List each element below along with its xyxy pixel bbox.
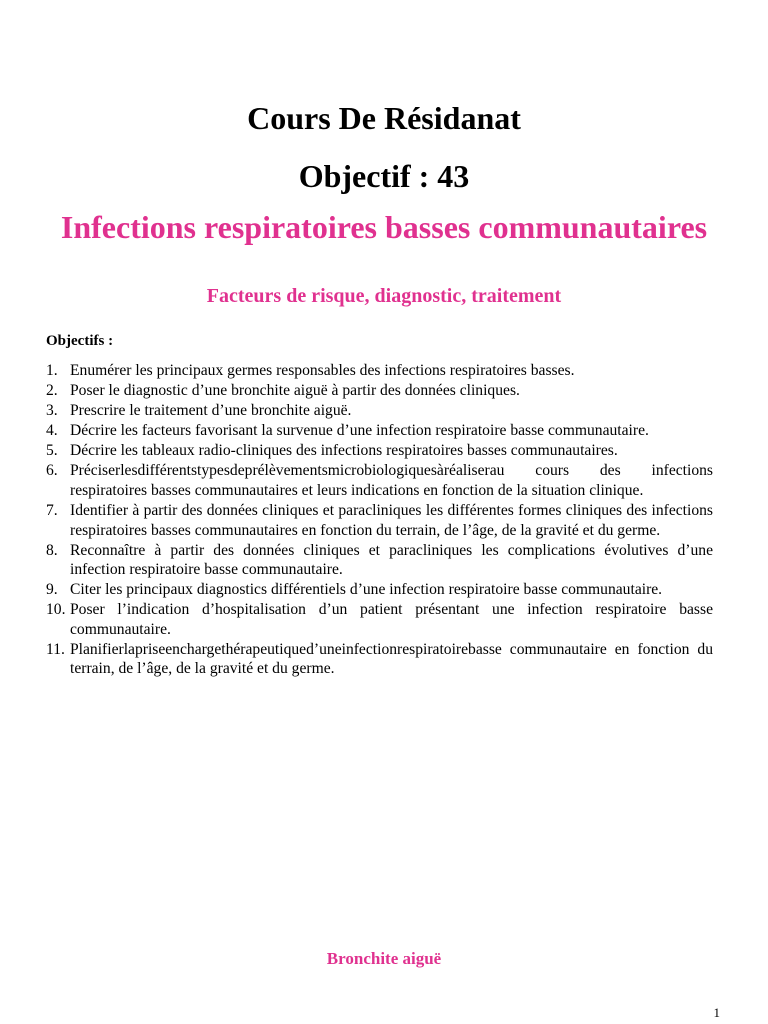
objective-item: [46, 401, 713, 421]
topic-title: Infections respiratoires basses communautaires: [60, 209, 708, 245]
objective-item: [46, 501, 713, 540]
objective-item: [46, 361, 713, 381]
objectives-heading: Objectifs :: [46, 333, 114, 349]
course-title: Cours De Résidanat: [247, 100, 521, 136]
objective-text: Poser le diagnostic d’une bronchite aiguë à partir des données cliniques.: [70, 382, 520, 400]
objective-text: Identifier à partir des données cliniques et paracliniques les différentes formes cliniques des infections respiratoires basses communautaires en fonction du terrain, de l’âge, de la gravité et du germe.: [70, 502, 713, 539]
objective-text: Reconnaître à partir des données cliniques et paracliniques les complications évolutives d’une infection respiratoire basse communautaire.: [70, 541, 713, 579]
objective-number-label: 10.: [46, 601, 66, 619]
objective-number-label: 4.: [46, 422, 58, 440]
objective-text: Décrire les tableaux radio-cliniques des infections respiratoires basses communautaires.: [70, 442, 618, 460]
objective-number-label: 5.: [46, 442, 58, 460]
objective-text: Décrire les facteurs favorisant la survenue d’une infection respiratoire basse communautaire.: [70, 422, 649, 440]
objective-text: Citer les principaux diagnostics différentiels d’une infection respiratoire basse communautaire.: [70, 581, 663, 599]
objective-item: [46, 541, 713, 580]
objective-number-label: 9.: [46, 581, 58, 599]
objective-item: [46, 441, 713, 461]
page-number: 1: [713, 1005, 720, 1020]
objective-number-label: 7.: [46, 502, 58, 520]
objective-text: Enumérer les principaux germes responsables des infections respiratoires basses.: [70, 362, 575, 379]
section-heading: Bronchite aiguë: [326, 949, 442, 968]
objective-item: [46, 421, 713, 441]
objective-text: Préciserlesdifférentstypesdeprélèvementsmicrobiologiquesàréaliserau cours des infections respiratoires basses communautaires et leurs indications en fonction de la situation clinique.: [70, 462, 713, 499]
objective-number-label: 2.: [46, 382, 58, 400]
objective-number-label: 8.: [46, 541, 58, 559]
objective-item: [46, 461, 713, 500]
objective-item: [46, 580, 713, 600]
objective-number: Objectif : 43: [298, 158, 470, 194]
objective-number-label: 11.: [46, 640, 65, 658]
objective-number-label: 3.: [46, 402, 58, 420]
objective-item: [46, 381, 713, 401]
objective-item: [46, 600, 713, 639]
objective-text: Planifierlapriseenchargethérapeutiqued’uneinfectionrespiratoirebasse communautaire en fonction du terrain, de l’âge, de la gravité et du germe.: [70, 640, 713, 678]
objective-text: Prescrire le traitement d’une bronchite aiguë.: [70, 402, 352, 420]
topic-subtitle: Facteurs de risque, diagnostic, traitement: [206, 285, 562, 307]
objective-number-label: 6.: [46, 462, 58, 480]
objective-item: [46, 640, 713, 679]
objectives-list: [46, 361, 713, 680]
objective-text: Poser l’indication d’hospitalisation d’un patient présentant une infection respiratoire basse communautaire.: [70, 601, 713, 638]
objective-number-label: 1.: [46, 362, 58, 379]
